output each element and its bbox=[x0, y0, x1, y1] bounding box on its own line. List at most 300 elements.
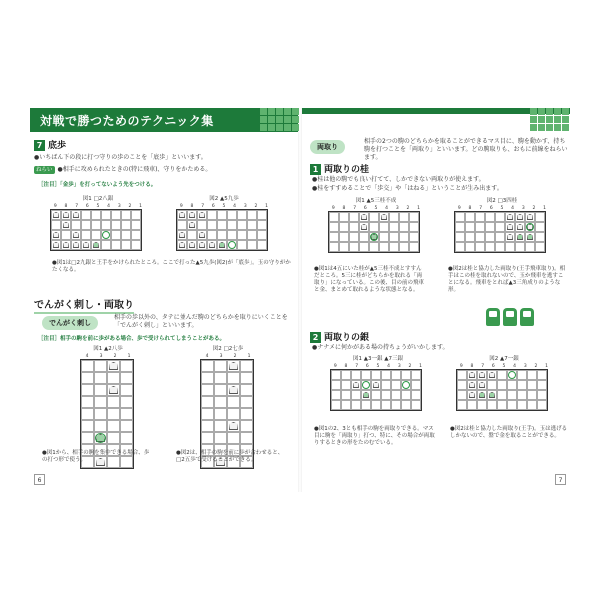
board-square bbox=[217, 210, 227, 220]
shogi-piece-icon bbox=[199, 212, 205, 218]
board-label: 図2 ▲7一銀 bbox=[489, 356, 519, 362]
board-square bbox=[527, 390, 537, 400]
board-square bbox=[329, 222, 339, 232]
board-square bbox=[201, 408, 214, 420]
board-square bbox=[411, 370, 421, 380]
board-square bbox=[237, 230, 247, 240]
section-heading-2 bbox=[310, 330, 369, 343]
board-square bbox=[121, 210, 131, 220]
board-square bbox=[515, 232, 525, 242]
board-square bbox=[505, 212, 515, 222]
shogi-piece-icon bbox=[489, 392, 495, 398]
board-square bbox=[131, 240, 141, 250]
shogi-piece-icon bbox=[209, 242, 215, 248]
board-square bbox=[237, 210, 247, 220]
board-square bbox=[351, 400, 361, 410]
sec7-aim-text: ●相手に攻められたときの(特に飛車)、守りをかためる。 bbox=[57, 166, 212, 173]
board-square bbox=[399, 232, 409, 242]
board-square bbox=[187, 230, 197, 240]
board-square bbox=[371, 400, 381, 410]
shogi-piece-icon bbox=[517, 234, 523, 240]
board-square bbox=[487, 380, 497, 390]
board-square bbox=[349, 212, 359, 222]
board-square bbox=[485, 222, 495, 232]
board-square bbox=[101, 230, 111, 240]
board-square bbox=[455, 232, 465, 242]
board-square bbox=[349, 242, 359, 252]
board-square bbox=[197, 230, 207, 240]
board-square bbox=[369, 242, 379, 252]
board-square bbox=[240, 384, 253, 396]
board-square bbox=[475, 222, 485, 232]
board-square bbox=[339, 242, 349, 252]
target-circle-icon bbox=[508, 371, 516, 379]
board-square bbox=[131, 230, 141, 240]
book-spread bbox=[30, 108, 570, 492]
title-banner bbox=[30, 108, 298, 132]
board-square bbox=[257, 230, 267, 240]
sec2-caption-2: ●図2は桂と協力した両取り(王手)。玉は逃げるしかないので、盤で金を取ることができる。 bbox=[450, 426, 568, 439]
board-square bbox=[207, 230, 217, 240]
shogi-piece-icon bbox=[229, 362, 238, 370]
board-square bbox=[217, 220, 227, 230]
board-square bbox=[329, 232, 339, 242]
board-square bbox=[94, 432, 107, 444]
file-numbers: 4 3 2 1 bbox=[85, 354, 131, 359]
board-square bbox=[497, 390, 507, 400]
board-square bbox=[121, 230, 131, 240]
board-square bbox=[331, 380, 341, 390]
board-square bbox=[101, 220, 111, 230]
board-square bbox=[94, 408, 107, 420]
board-square bbox=[537, 370, 547, 380]
page-title: 対戦で勝つためのテクニック集 bbox=[40, 114, 214, 128]
board-square bbox=[411, 390, 421, 400]
shogi-piece-icon bbox=[469, 372, 475, 378]
board-square bbox=[101, 210, 111, 220]
board-7-1 bbox=[50, 194, 146, 251]
board-label: 図2 ▲5九歩 bbox=[209, 196, 239, 202]
board-square bbox=[120, 432, 133, 444]
board-square bbox=[537, 390, 547, 400]
board-square bbox=[401, 380, 411, 390]
board-1-2 bbox=[454, 196, 550, 253]
board-square bbox=[61, 220, 71, 230]
sec7-caption: ●図1は□2九銀と王手をかけられたところ。ここで打った▲5九歩(図2)が「底歩」。玉の守りがかたくなる。 bbox=[52, 260, 291, 273]
board-square bbox=[227, 240, 237, 250]
board-square bbox=[177, 240, 187, 250]
board-square bbox=[201, 432, 214, 444]
board-square bbox=[505, 242, 515, 252]
board-square bbox=[240, 432, 253, 444]
board-square bbox=[91, 240, 101, 250]
board-square bbox=[187, 240, 197, 250]
board-square bbox=[351, 370, 361, 380]
shogi-piece-icon bbox=[527, 214, 533, 220]
board-square bbox=[120, 420, 133, 432]
board-label: 図2 □2七歩 bbox=[212, 346, 244, 352]
board-square bbox=[227, 408, 240, 420]
board-square bbox=[227, 432, 240, 444]
shogi-piece-icon bbox=[53, 242, 59, 248]
board-square bbox=[497, 380, 507, 390]
board-square bbox=[457, 380, 467, 390]
board-square bbox=[341, 400, 351, 410]
shogi-piece-icon bbox=[179, 242, 185, 248]
page-number-left: 6 bbox=[34, 474, 45, 485]
board-square bbox=[465, 232, 475, 242]
board-square bbox=[81, 240, 91, 250]
file-numbers: 4 3 2 1 bbox=[205, 354, 251, 359]
section-heading-7 bbox=[34, 138, 66, 151]
board-square bbox=[339, 222, 349, 232]
board-square bbox=[381, 390, 391, 400]
board-square bbox=[361, 390, 371, 400]
board-square bbox=[535, 242, 545, 252]
board-square bbox=[331, 390, 341, 400]
board-square bbox=[505, 222, 515, 232]
shogi-piece-icon bbox=[479, 372, 485, 378]
board-square bbox=[381, 400, 391, 410]
board-square bbox=[94, 372, 107, 384]
board-square bbox=[61, 240, 71, 250]
dengaku-note: ［注目］相手の駒を前に歩がある場合、歩で受けられてしまうことがある。 bbox=[38, 336, 226, 342]
board-square bbox=[81, 396, 94, 408]
board-label: 図2 □3四桂 bbox=[486, 198, 518, 204]
board-square bbox=[507, 380, 517, 390]
board-square bbox=[411, 380, 421, 390]
section-number: 1 bbox=[310, 164, 321, 175]
dengaku-caption-2: ●図2は、相手の駒を前に歩が合わせると、□2五歩で受けることができる。 bbox=[176, 450, 284, 463]
file-numbers: 9 8 7 6 5 4 3 2 1 bbox=[459, 364, 549, 369]
page-gutter bbox=[298, 108, 302, 492]
board-square bbox=[81, 230, 91, 240]
shogi-piece-icon bbox=[199, 242, 205, 248]
board-square bbox=[91, 220, 101, 230]
board-square bbox=[517, 390, 527, 400]
board-square bbox=[535, 212, 545, 222]
shogi-piece-icon bbox=[479, 382, 485, 388]
board-square bbox=[389, 222, 399, 232]
board-square bbox=[217, 230, 227, 240]
board-square bbox=[477, 400, 487, 410]
board-square bbox=[361, 400, 371, 410]
board-square bbox=[197, 220, 207, 230]
board-square bbox=[515, 212, 525, 222]
board-square bbox=[240, 420, 253, 432]
section-heading-1 bbox=[310, 162, 369, 175]
board-square bbox=[359, 242, 369, 252]
grid-decoration-right bbox=[530, 108, 569, 131]
board-square bbox=[257, 220, 267, 230]
board-square bbox=[187, 220, 197, 230]
board-label: 図1 ▲5三桂不成 bbox=[355, 198, 397, 204]
board-square bbox=[467, 400, 477, 410]
board-square bbox=[131, 210, 141, 220]
board-square bbox=[177, 220, 187, 230]
board-square bbox=[240, 408, 253, 420]
board-square bbox=[477, 380, 487, 390]
board-square bbox=[467, 380, 477, 390]
section-title: 両取りの銀 bbox=[324, 333, 370, 343]
board-square bbox=[111, 220, 121, 230]
board-square bbox=[507, 390, 517, 400]
board-square bbox=[381, 380, 391, 390]
board-square bbox=[495, 222, 505, 232]
board-square bbox=[214, 360, 227, 372]
board-square bbox=[91, 210, 101, 220]
piece-mascot-icon bbox=[486, 308, 500, 326]
shogi-piece-icon bbox=[189, 212, 195, 218]
board-square bbox=[107, 432, 120, 444]
shogi-piece-icon bbox=[189, 242, 195, 248]
board-square bbox=[214, 396, 227, 408]
board-square bbox=[81, 384, 94, 396]
board-square bbox=[237, 240, 247, 250]
board-square bbox=[331, 370, 341, 380]
section-heading-dengaku: でんがく刺し・両取り bbox=[34, 296, 134, 314]
board-square bbox=[227, 210, 237, 220]
shogi-piece-icon bbox=[517, 214, 523, 220]
board-square bbox=[409, 222, 419, 232]
board-square bbox=[257, 210, 267, 220]
shogi-piece-icon bbox=[73, 212, 79, 218]
board-square bbox=[81, 210, 91, 220]
board-square bbox=[217, 240, 227, 250]
board-square bbox=[455, 222, 465, 232]
board-square bbox=[214, 384, 227, 396]
board-square bbox=[81, 220, 91, 230]
shogi-piece-icon bbox=[507, 224, 513, 230]
board-square bbox=[71, 210, 81, 220]
shogi-piece-icon bbox=[381, 214, 387, 220]
board-square bbox=[214, 420, 227, 432]
board-square bbox=[515, 242, 525, 252]
board-square bbox=[475, 212, 485, 222]
target-circle-icon bbox=[370, 233, 378, 241]
shogi-piece-icon bbox=[73, 232, 79, 238]
board-square bbox=[391, 400, 401, 410]
shogi-piece-icon bbox=[489, 372, 495, 378]
file-numbers: 9 8 7 6 5 4 3 2 1 bbox=[333, 364, 423, 369]
board-square bbox=[537, 380, 547, 390]
shogi-piece-icon bbox=[507, 214, 513, 220]
board-square bbox=[214, 432, 227, 444]
shogi-piece-icon bbox=[517, 224, 523, 230]
board-square bbox=[475, 242, 485, 252]
board-square bbox=[339, 212, 349, 222]
board-square bbox=[409, 232, 419, 242]
board-square bbox=[51, 240, 61, 250]
board-square bbox=[94, 420, 107, 432]
board-square bbox=[495, 242, 505, 252]
board-square bbox=[465, 222, 475, 232]
sec1-caption-2: ●図2は桂と協力した両取り(王手飛車取り)。相手はこの桂を取れないので、玉か飛車を逃すことになる。飛車をとれば▲3三角成りのような形。 bbox=[448, 266, 566, 293]
shogi-piece-icon bbox=[63, 242, 69, 248]
sec2-line1: ●ナナメに何かがある場の持ちょうがいかします。 bbox=[312, 344, 449, 351]
board-square bbox=[341, 390, 351, 400]
board-square bbox=[247, 230, 257, 240]
target-circle-icon bbox=[402, 381, 410, 389]
page-number-right: 7 bbox=[555, 474, 566, 485]
ryoutori-pill: 両取り bbox=[310, 140, 345, 154]
board-square bbox=[497, 370, 507, 380]
shogi-piece-icon bbox=[93, 242, 99, 248]
target-circle-icon bbox=[362, 381, 370, 389]
section-number: 7 bbox=[34, 140, 45, 151]
board-square bbox=[81, 360, 94, 372]
board-square bbox=[391, 390, 401, 400]
board-square bbox=[401, 370, 411, 380]
board-square bbox=[240, 396, 253, 408]
board-square bbox=[389, 242, 399, 252]
board-square bbox=[81, 408, 94, 420]
board-square bbox=[339, 232, 349, 242]
board-square bbox=[359, 232, 369, 242]
board-square bbox=[214, 408, 227, 420]
board-square bbox=[131, 220, 141, 230]
board-square bbox=[525, 222, 535, 232]
shogi-piece-icon bbox=[53, 232, 59, 238]
shogi-piece-icon bbox=[53, 212, 59, 218]
board-square bbox=[51, 210, 61, 220]
board-square bbox=[507, 370, 517, 380]
board-square bbox=[525, 242, 535, 252]
shogi-piece-icon bbox=[479, 392, 485, 398]
target-circle-icon bbox=[526, 223, 534, 231]
board-square bbox=[535, 222, 545, 232]
board-square bbox=[120, 372, 133, 384]
board-square bbox=[455, 242, 465, 252]
board-square bbox=[107, 420, 120, 432]
board-square bbox=[477, 370, 487, 380]
board-square bbox=[227, 230, 237, 240]
board-square bbox=[485, 242, 495, 252]
board-square bbox=[201, 360, 214, 372]
sec1-line1: ●桂は他の駒でも良い打てて、しかできない両取りが使えます。 bbox=[312, 176, 485, 183]
file-numbers: 9 8 7 6 5 4 3 2 1 bbox=[53, 204, 143, 209]
board-square bbox=[107, 372, 120, 384]
shogi-piece-icon bbox=[469, 382, 475, 388]
shogi-piece-icon bbox=[179, 212, 185, 218]
board-square bbox=[411, 400, 421, 410]
board-square bbox=[120, 408, 133, 420]
board-square bbox=[515, 222, 525, 232]
board-square bbox=[207, 240, 217, 250]
board-square bbox=[214, 372, 227, 384]
board-7-2 bbox=[176, 194, 272, 251]
board-square bbox=[517, 400, 527, 410]
board-square bbox=[120, 360, 133, 372]
board-square bbox=[517, 380, 527, 390]
board-square bbox=[487, 390, 497, 400]
board-square bbox=[81, 432, 94, 444]
board-label: 図1 ▲2八歩 bbox=[93, 346, 123, 352]
board-square bbox=[475, 232, 485, 242]
section-number: 2 bbox=[310, 332, 321, 343]
board-square bbox=[121, 220, 131, 230]
board-square bbox=[201, 396, 214, 408]
dengaku-pill: でんがく刺し bbox=[42, 316, 98, 330]
board-square bbox=[351, 390, 361, 400]
board-square bbox=[61, 230, 71, 240]
board-square bbox=[457, 400, 467, 410]
board-square bbox=[91, 230, 101, 240]
shogi-piece-icon bbox=[361, 224, 367, 230]
shogi-piece-icon bbox=[219, 242, 225, 248]
mascot-group bbox=[486, 308, 534, 326]
shogi-piece-icon bbox=[361, 214, 367, 220]
board-square bbox=[517, 370, 527, 380]
board-square bbox=[371, 370, 381, 380]
board-square bbox=[341, 380, 351, 390]
board-square bbox=[485, 232, 495, 242]
board-square bbox=[111, 210, 121, 220]
board-square bbox=[207, 210, 217, 220]
board-square bbox=[389, 212, 399, 222]
board-square bbox=[331, 400, 341, 410]
board-square bbox=[401, 400, 411, 410]
board-square bbox=[391, 380, 401, 390]
shogi-piece-icon bbox=[229, 386, 238, 394]
dengaku-line1: 相手の歩以外の、タテに並んだ駒のどちらかを取りにいくことを「でんがく刺し」といいます。 bbox=[114, 314, 288, 329]
board-square bbox=[467, 370, 477, 380]
board-square bbox=[247, 220, 257, 230]
board-square bbox=[247, 210, 257, 220]
board-1-1 bbox=[328, 196, 424, 253]
board-square bbox=[485, 212, 495, 222]
shogi-piece-icon bbox=[507, 234, 513, 240]
board-square bbox=[177, 210, 187, 220]
piece-mascot-icon bbox=[520, 308, 534, 326]
board-square bbox=[537, 400, 547, 410]
board-square bbox=[487, 370, 497, 380]
board-square bbox=[379, 222, 389, 232]
shogi-piece-icon bbox=[63, 212, 69, 218]
board-square bbox=[381, 370, 391, 380]
section-title: 底歩 bbox=[48, 141, 67, 151]
board-square bbox=[121, 240, 131, 250]
board-square bbox=[101, 240, 111, 250]
sec7-line1: ●いちばん下の段に打つ守りの歩のことを「底歩」といいます。 bbox=[34, 154, 207, 161]
board-square bbox=[94, 396, 107, 408]
section-title: 両取りの桂 bbox=[324, 165, 370, 175]
board-square bbox=[111, 230, 121, 240]
sec1-caption-1: ●図1は4五にいた桂が▲5三桂不成とすすんだところ。5三に桂がどちらかを取れる「両取り」になっている。この後、目の前の飛車と金、まとめて取れるような状態となる。 bbox=[314, 266, 425, 293]
board-square bbox=[361, 370, 371, 380]
board-square bbox=[94, 384, 107, 396]
board-square bbox=[107, 360, 120, 372]
board-square bbox=[81, 420, 94, 432]
file-numbers: 9 8 7 6 5 4 3 2 1 bbox=[457, 206, 547, 211]
board-square bbox=[197, 210, 207, 220]
board-square bbox=[177, 230, 187, 240]
target-circle-icon bbox=[102, 231, 110, 239]
board-square bbox=[457, 390, 467, 400]
board-square bbox=[371, 380, 381, 390]
board-square bbox=[201, 372, 214, 384]
shogi-piece-icon bbox=[527, 234, 533, 240]
board-square bbox=[369, 232, 379, 242]
board-square bbox=[369, 212, 379, 222]
board-square bbox=[71, 230, 81, 240]
board-square bbox=[379, 232, 389, 242]
board-square bbox=[371, 390, 381, 400]
board-square bbox=[467, 390, 477, 400]
board-square bbox=[455, 212, 465, 222]
board-square bbox=[351, 380, 361, 390]
board-square bbox=[525, 232, 535, 242]
